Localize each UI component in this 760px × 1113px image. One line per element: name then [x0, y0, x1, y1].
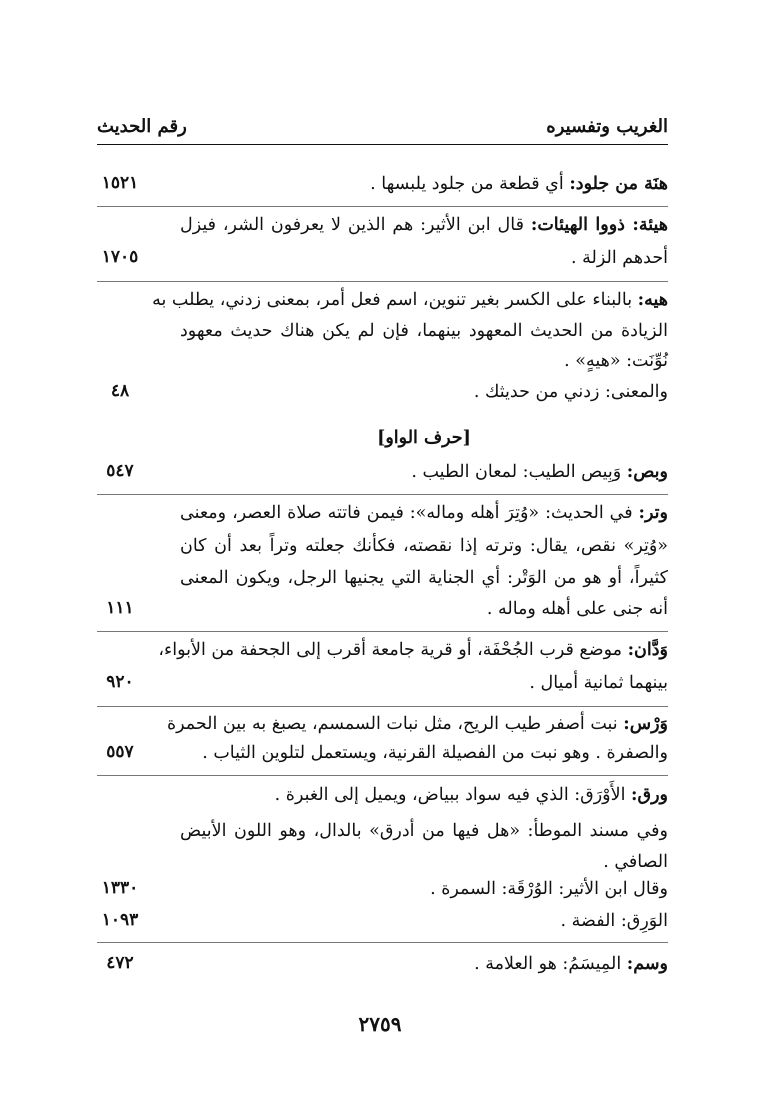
headword: ورق:	[631, 785, 668, 805]
hadith-number: ٥٥٧	[106, 742, 134, 762]
definition-text: وفي مسند الموطأ: «هل فيها من أدرق» بالدال، وهو اللون الأبيض	[180, 821, 668, 841]
headword: وبص:	[626, 462, 668, 482]
entry-line	[180, 214, 668, 236]
entry-line	[180, 247, 668, 269]
hadith-number: ١٧٠٥	[101, 247, 139, 267]
hadith-number: ١١١	[106, 598, 134, 618]
definition-text: نُوِّنَت: «هيهٍ» .	[564, 351, 668, 371]
definition-text: أي قطعة من جلود يلبسها .	[370, 174, 564, 194]
entry-line	[158, 639, 668, 661]
definition-text: كثيراً، أو هو من الوَتْر: أي الجناية التي يجنيها الرجل، ويكون المعنى	[180, 568, 668, 588]
definition-text: الأَوْرَق: الذي فيه سواد ببياض، ويميل إلى الغبرة .	[274, 785, 626, 805]
definition-text: والصفرة . وهو نبت من الفصيلة القرنية، ويستعمل لتلوين الثياب .	[202, 743, 668, 763]
book-section-title: الغريب وتفسيره	[546, 115, 668, 137]
definition-text: وَبِيص الطيب: لمعان الطيب .	[411, 462, 622, 482]
entry-line	[152, 289, 668, 311]
entry-line	[180, 742, 668, 764]
hadith-number: ٤٨	[110, 381, 130, 401]
entry-line	[180, 320, 668, 342]
entry-divider	[97, 206, 668, 207]
hadith-number: ١٣٣٠	[101, 878, 139, 898]
definition-text: وقال ابن الأثير: الوُرْقَة: السمرة .	[430, 879, 668, 899]
definition-text: بينهما ثمانية أميال .	[529, 673, 668, 693]
entry-divider	[97, 706, 668, 707]
headword: وَدَّان:	[627, 640, 668, 660]
entry-line	[180, 784, 668, 806]
entry-line	[180, 567, 668, 589]
headword: هيئة: ذووا الهيئات:	[530, 215, 669, 235]
headword: هيه:	[637, 290, 668, 310]
entry-line	[180, 910, 668, 932]
entry-line	[180, 381, 668, 403]
entry-line	[180, 672, 668, 694]
column-title-hadith-number: رقم الحديث	[97, 115, 187, 137]
entry-line	[180, 535, 668, 557]
definition-text: أنه جنى على أهله وماله .	[486, 599, 668, 619]
section-heading: [حرف الواو]	[377, 428, 471, 448]
entry-line	[166, 713, 668, 735]
definition-text: موضع قرب الجُحْفَة، أو قرية جامعة أقرب إلى الجحفة من الأبواء،	[158, 640, 622, 660]
running-header	[97, 108, 668, 145]
entry-line	[180, 502, 668, 524]
entry-divider	[97, 494, 668, 495]
definition-text: المِيسَمُ: هو العلامة .	[474, 954, 622, 974]
entry-divider	[97, 775, 668, 776]
hadith-number: ٥٤٧	[106, 461, 134, 481]
page-number: ٢٧٥٩	[358, 1012, 402, 1036]
headword: هنَة من جلود:	[569, 174, 668, 194]
entry-line	[180, 953, 668, 975]
definition-text: «وُتِر» نقص، يقال: وترته إذا نقصته، فكأنك جعلته وتراً بعد أن كان	[180, 536, 668, 556]
entry-line	[180, 461, 668, 483]
entry-line	[180, 598, 668, 620]
definition-text: والمعنى: زدني من حديثك .	[473, 382, 668, 402]
hadith-number: ١٥٢١	[101, 173, 139, 193]
definition-text: في الحديث: «وُتِرَ أهله وماله»: فيمن فاتته صلاة العصر، ومعنى	[180, 503, 633, 523]
definition-text: الصافي .	[603, 852, 668, 872]
hadith-number: ٤٧٢	[106, 953, 134, 973]
entry-line	[180, 173, 668, 195]
entry-line	[180, 878, 668, 900]
headword: وتر:	[638, 503, 668, 523]
entry-divider	[97, 631, 668, 632]
hadith-number: ٩٢٠	[106, 672, 134, 692]
entry-divider	[97, 942, 668, 943]
definition-text: نبت أصفر طيب الريح، مثل نبات السمسم، يصبغ به بين الحمرة	[166, 714, 618, 734]
definition-text: بالبناء على الكسر بغير تنوين، اسم فعل أمر، بمعنى زدني، يطلب به	[152, 290, 633, 310]
entry-line	[180, 820, 668, 842]
hadith-number: ١٠٩٣	[101, 910, 139, 930]
definition-text: الزيادة من الحديث المعهود بينهما، فإن لم يكن هناك حديث معهود	[180, 321, 668, 341]
entry-divider	[97, 281, 668, 282]
definition-text: أحدهم الزلة .	[571, 248, 668, 268]
headword: وسم:	[626, 954, 668, 974]
entry-line	[180, 851, 668, 873]
headword: وَرْس:	[623, 714, 668, 734]
definition-text: الوَرِق: الفضة .	[560, 911, 668, 931]
entry-line	[180, 350, 668, 372]
definition-text: قال ابن الأثير: هم الذين لا يعرفون الشر، فيزل	[180, 215, 524, 235]
